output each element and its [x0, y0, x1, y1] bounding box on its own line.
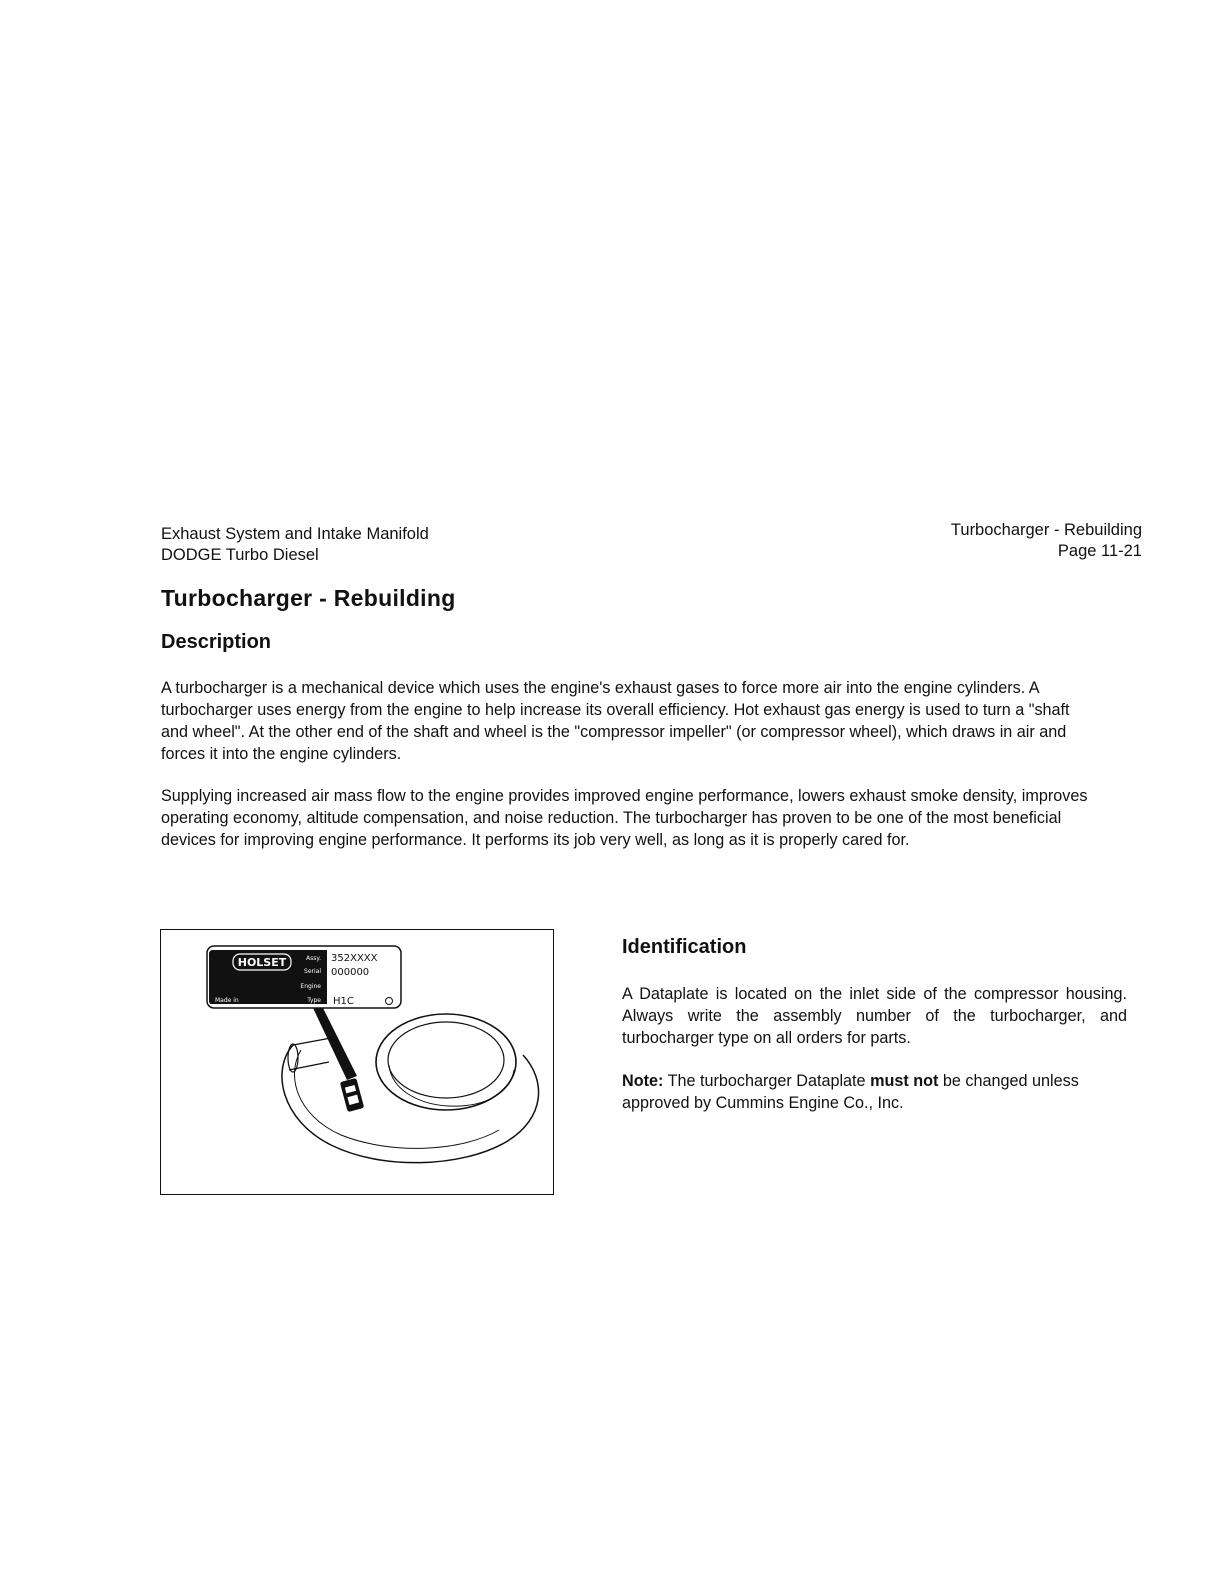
page-title: Turbocharger - Rebuilding	[161, 585, 456, 611]
plate-label-made-in: Made in	[215, 997, 239, 1004]
description-paragraph-1: A turbocharger is a mechanical device which uses the engine's exhaust gases to force more air into the engine cylinders. A turbocharger uses energy from the engine to help increase its overall efficiency. Hot exhaust gas energy is used to turn a "shaft and wheel". At the other end of the shaft and wheel is the "compressor impeller" (or compressor wheel), which draws in air and forces it into the engine cylinders.	[161, 679, 1070, 763]
plate-value-serial: 000000	[331, 967, 370, 978]
leader-line	[313, 1008, 357, 1080]
note-part-2: be changed unless approved by Cummins Engine Co., Inc.	[622, 1072, 1079, 1112]
plate-label-engine: Engine	[300, 983, 321, 990]
header-vehicle-name: DODGE Turbo Diesel	[161, 546, 319, 564]
turbocharger-dataplate-figure	[160, 929, 554, 1195]
plate-label-serial: Serial	[304, 968, 321, 975]
header-right	[951, 520, 1142, 562]
holset-logo-text: HOLSET	[237, 956, 287, 969]
identification-note	[622, 1070, 1127, 1114]
plate-value-type: H1C	[333, 996, 354, 1007]
note-label: Note:	[622, 1072, 664, 1090]
identification-paragraph: A Dataplate is located on the inlet side of the compressor housing. Always write the assembly number of the turbocharger, and turbocharger type on all orders for parts.	[622, 985, 1127, 1047]
housing-dataplate	[340, 1078, 363, 1111]
header-section-name: Exhaust System and Intake Manifold	[161, 525, 429, 543]
header-topic: Turbocharger - Rebuilding	[950, 521, 1142, 539]
identification-heading: Identification	[622, 936, 747, 958]
plate-label-type: Type	[307, 997, 321, 1004]
plate-label-assy: Assy.	[306, 955, 321, 962]
page-number: Page 11-21	[1057, 542, 1142, 560]
turbocharger-illustration	[161, 930, 555, 1196]
note-part-1: The turbocharger Dataplate	[667, 1072, 866, 1090]
compressor-inlet	[376, 1014, 516, 1110]
description-paragraph-2: Supplying increased air mass flow to the engine provides improved engine performance, lowers exhaust smoke density, improves operating economy, altitude compensation, and noise reduction. The turbocharger has proven to be one of the most beneficial devices for improving engine performance. It performs its job very well, as long as it is properly cared for.	[161, 787, 1088, 849]
note-emphasis: must not	[870, 1072, 939, 1090]
header-left	[161, 524, 429, 566]
description-heading: Description	[161, 631, 272, 653]
plate-value-assy: 352XXXX	[331, 953, 378, 964]
outlet-flange	[288, 1044, 298, 1072]
